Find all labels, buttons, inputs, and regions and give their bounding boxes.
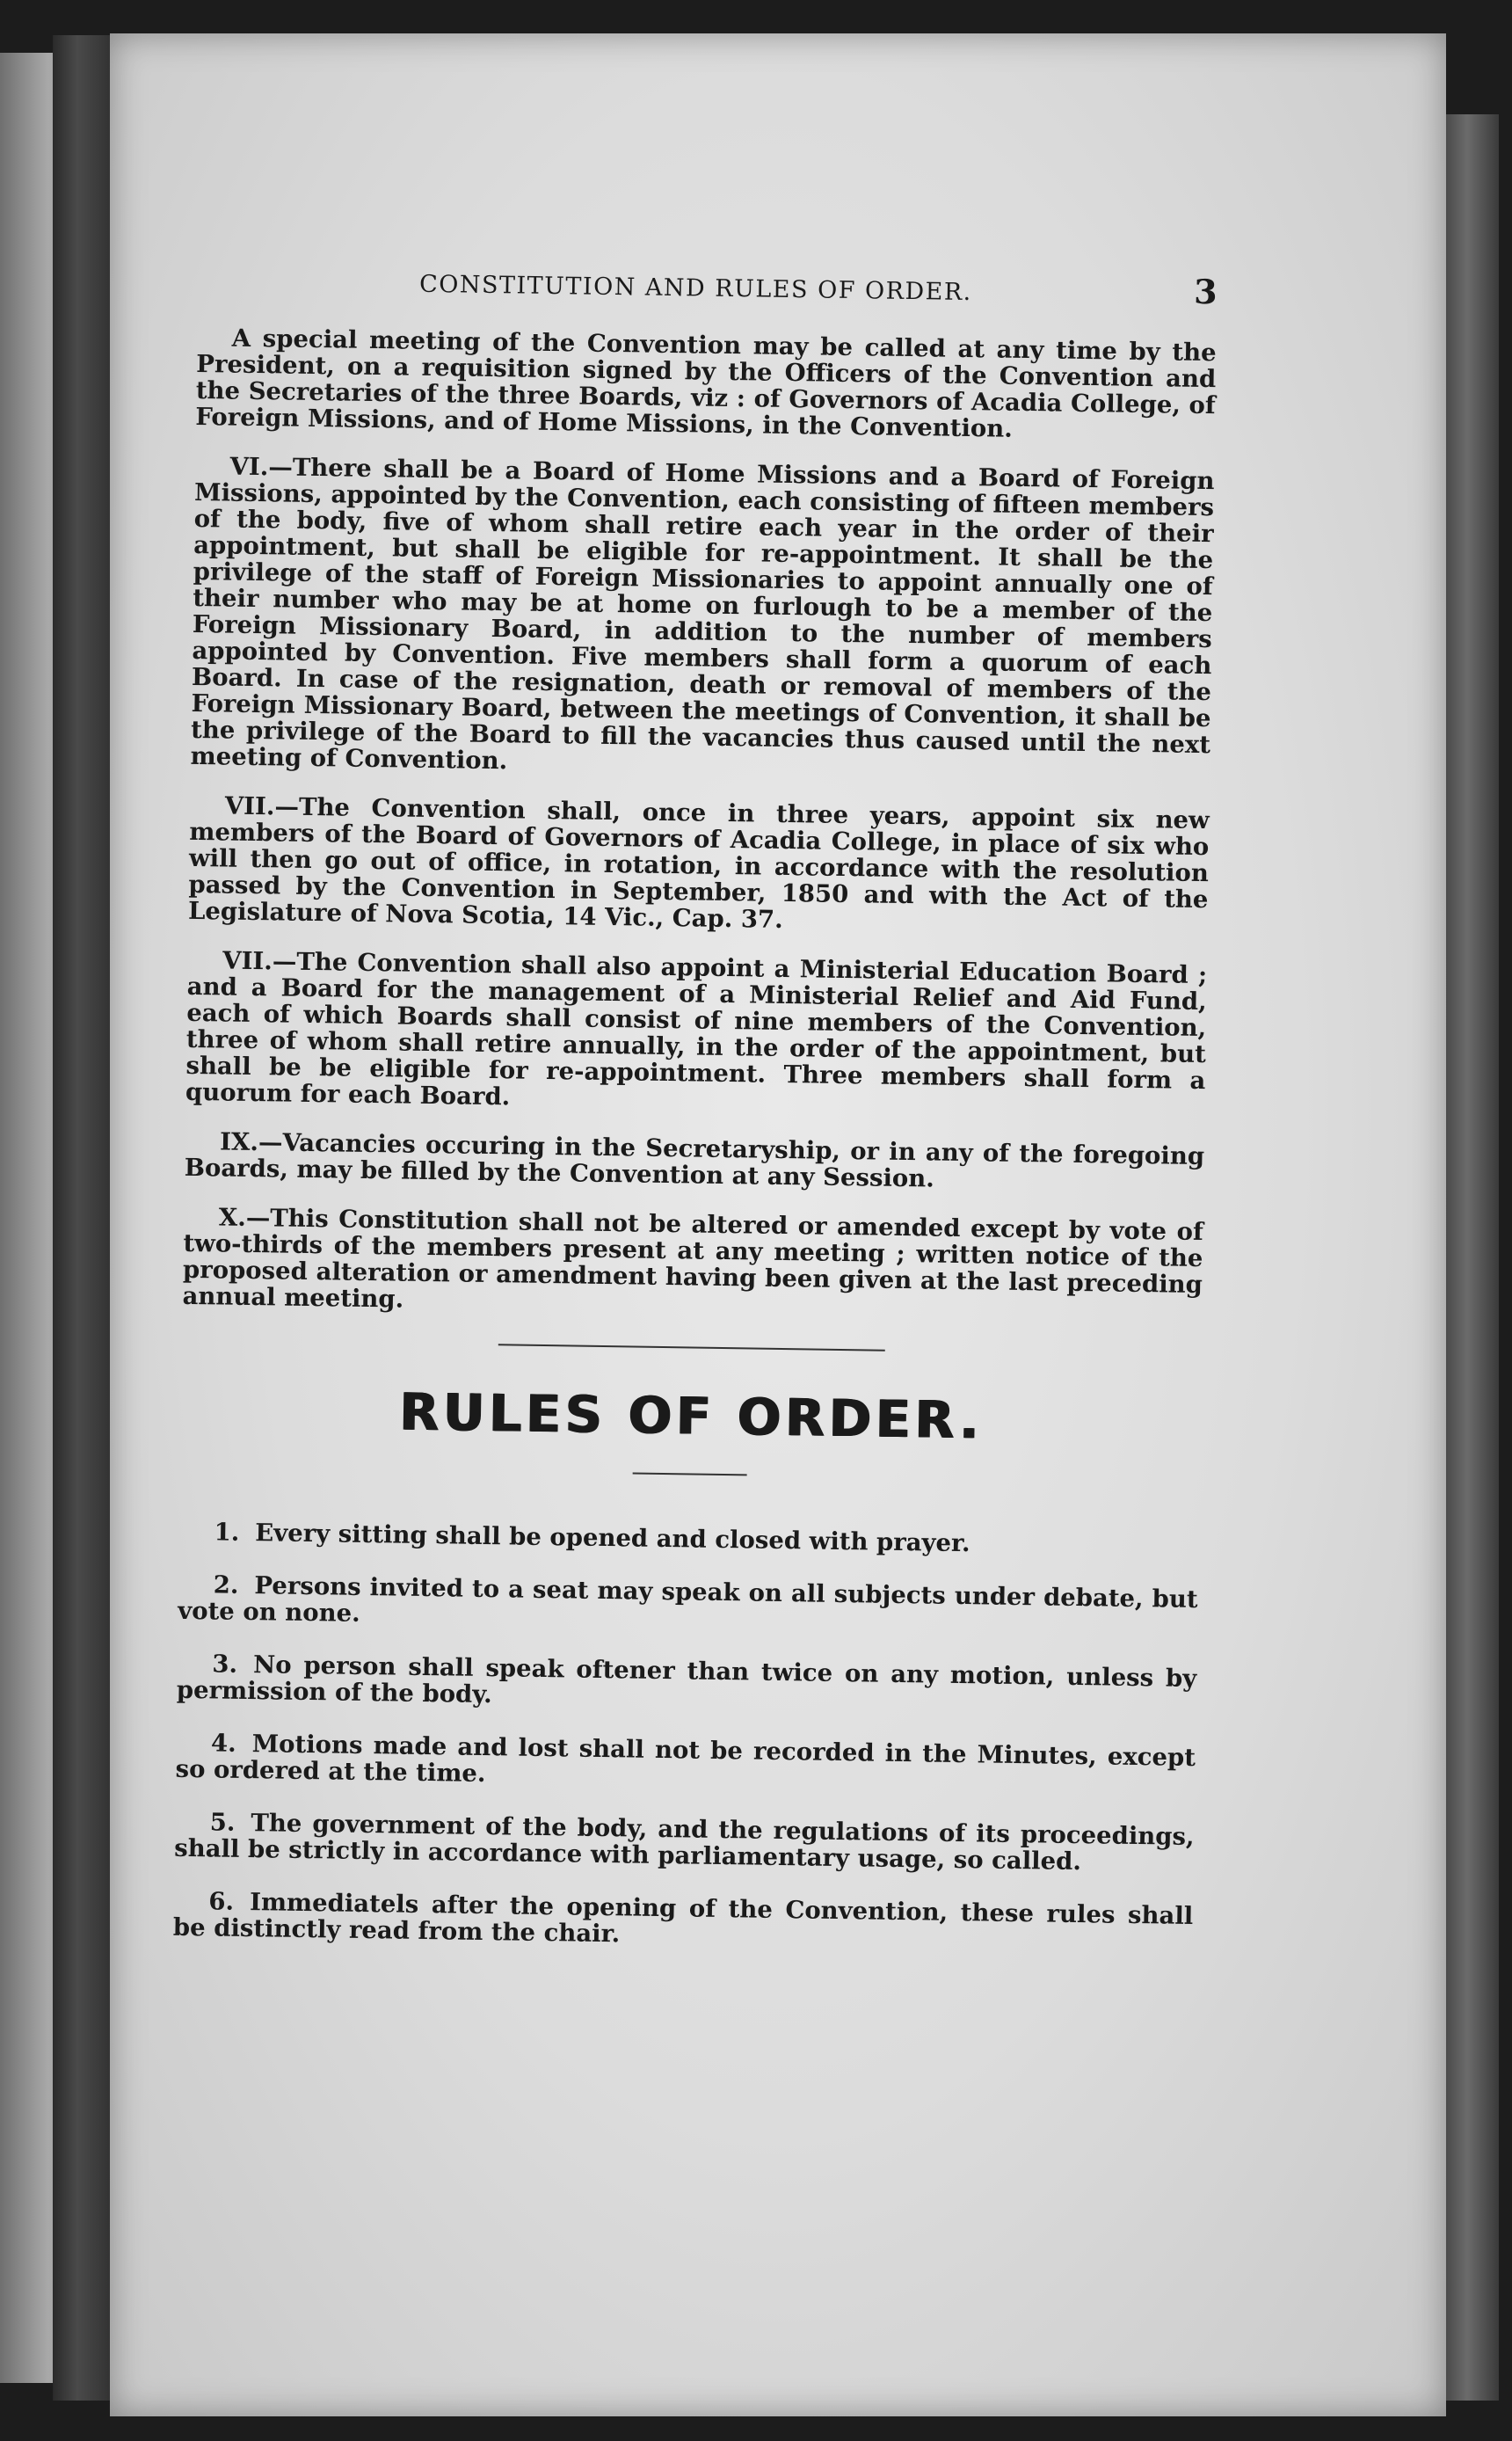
book-gutter xyxy=(53,35,114,2401)
constitution-article-viii: VII.—The Convention shall also appoint a Ministerial Education Board ; and a Board for the management of a Ministerial Relief and Aid Fund, each of which Boards shall consist of nine members of the Convention, three of whom shall retire annually, in the order of the appointment, but shall be be eligible for re-appointment. Three members shall form a quorum for each Board. xyxy=(185,946,1208,1111)
constitution-section xyxy=(182,324,1216,1324)
heading-rule xyxy=(633,1472,747,1476)
rule-number: 6. xyxy=(208,1887,235,1916)
page-stack-edge xyxy=(1446,114,1499,2401)
page-text-block xyxy=(172,264,1218,1982)
rules-heading: RULES OF ORDER. xyxy=(398,1381,984,1451)
rule-item xyxy=(178,1519,1198,1560)
constitution-paragraph: A special meeting of the Convention may be called at any time by the President, on a requisition signed by the Officers of the Convention and the Secretaries of the three Boards, viz : of Governors of Acadia College, of Foreign Missions, and of Home Missions, in the Convention. xyxy=(195,324,1217,443)
rule-text: Immediatels after the opening of the Convention, these rules shall be distinctly read from the chair. xyxy=(172,1888,1194,1949)
rule-number: 5. xyxy=(209,1808,236,1837)
rule-text: Motions made and lost shall not be recorded in the Minutes, except so ordered at the time. xyxy=(175,1730,1196,1789)
constitution-article-ix: IX.—Vacancies occuring in the Secretaryship, or in any of the foregoing Boards, may be filled by the Convention at any Session. xyxy=(184,1127,1205,1193)
rule-item xyxy=(178,1571,1198,1639)
rule-number: 2. xyxy=(213,1570,239,1599)
rule-text: Persons invited to a seat may speak on all subjects under debate, but vote on none. xyxy=(178,1571,1198,1628)
rule-item xyxy=(177,1650,1197,1718)
rule-text: No person shall speak oftener than twice on any motion, unless by permission of the body. xyxy=(176,1650,1197,1709)
section-divider xyxy=(498,1344,885,1352)
running-title: CONSTITUTION AND RULES OF ORDER. xyxy=(418,270,972,307)
constitution-article-vii: VII.—The Convention shall, once in three years, appoint six new members of the Board of Governors of Acadia College, in place of six who will then go out of office, in rotation, in accordance with the resolution passed by the Convention in September, 1850 and with the Act of the Legislature of Nova Scotia, 14 Vic., Cap. 37. xyxy=(187,791,1210,934)
rule-item xyxy=(173,1888,1194,1956)
rule-text: Every sitting shall be opened and closed with prayer. xyxy=(255,1519,970,1558)
constitution-article-vi: VI.—There shall be a Board of Home Missions and a Board of Foreign Missions, appointed by the Convention, each consisting of fifteen members of the body, five of whom shall retire each year in the order of their appointment, but shall be eligible for re-appointment. It shall be the privilege of the staff of Foreign Missionaries to appoint annually one of their number who may be at home on furlough to be a member of the Foreign Missionary Board, in addition to the number of members appointed by Convention. Five members shall form a quorum of each Board. In case of the resignation, death or removal of members of the Foreign Missionary Board, between the meetings of Convention, it shall be the privilege of the Board to fill the vacancies thus caused until the next meeting of Convention. xyxy=(190,452,1215,776)
rule-item xyxy=(175,1730,1196,1797)
rule-number: 1. xyxy=(214,1518,240,1547)
rule-number: 3. xyxy=(212,1650,238,1679)
rules-list xyxy=(173,1519,1199,1956)
rule-item xyxy=(174,1809,1195,1876)
rule-number: 4. xyxy=(210,1729,236,1758)
constitution-article-x: X.—This Constitution shall not be altered or amended except by vote of two-thirds of the members present at any meeting ; written notice of the proposed alteration or amendment having been given at the last preceding annual meeting. xyxy=(182,1203,1204,1314)
rule-text: The government of the body, and the regulations of its proceedings, shall be strictly in accordance with parliamentary usage, so called. xyxy=(174,1809,1195,1876)
page-number: 3 xyxy=(1193,271,1218,312)
